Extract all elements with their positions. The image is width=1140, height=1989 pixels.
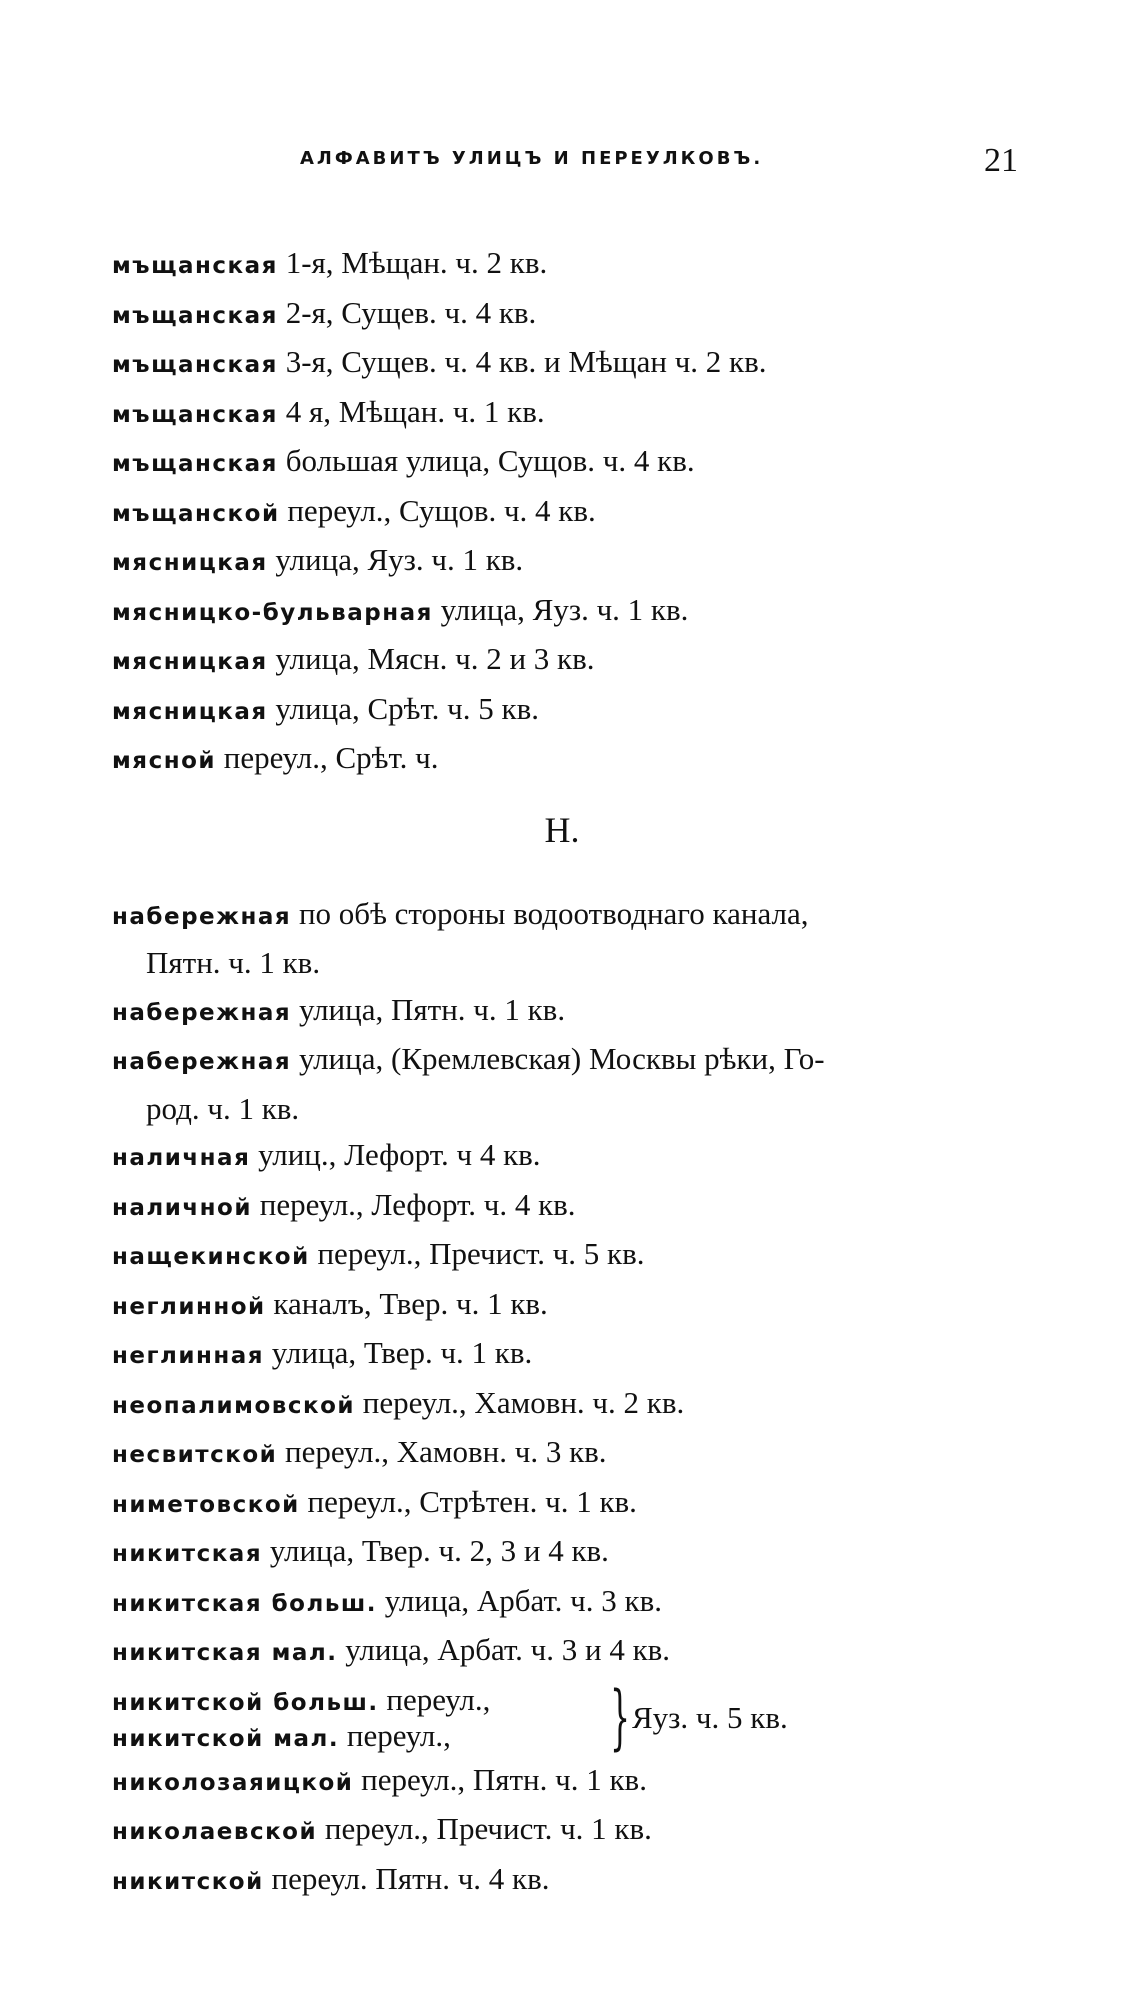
entry-text: улица, Твер. ч. 2, 3 и 4 кв. <box>262 1533 609 1568</box>
entry-text: 1-я, Мѣщан. ч. 2 кв. <box>277 245 548 280</box>
entry-heading: мясницкая <box>112 698 268 725</box>
entry-text: 4 я, Мѣщан. ч. 1 кв. <box>277 393 545 429</box>
entry-text: переул., Пятн. ч. 1 кв. <box>353 1761 647 1797</box>
list-item <box>112 891 1032 987</box>
list-item <box>112 1528 1072 1578</box>
entry-text: переул., Пречист. ч. 1 кв. <box>317 1811 652 1846</box>
entry-heading: никитской <box>112 1725 264 1752</box>
entry-text: большая улица, Сущов. ч. 4 кв. <box>277 443 695 478</box>
entry-text: по обѣ стороны водоотводнаго канала, <box>291 895 809 931</box>
running-title: АЛФАВИТЪ УЛИЦЪ И ПЕРЕУЛКОВЪ. <box>300 148 764 169</box>
entry-text: 2-я, Сущев. ч. 4 кв. <box>277 294 537 330</box>
entry-text: переул., Сущов. ч. 4 кв. <box>279 492 596 528</box>
brace-grouped-entries <box>112 1675 1072 1758</box>
entry-heading: несвитской <box>112 1442 278 1468</box>
list-item <box>112 1330 1072 1380</box>
entry-heading: николаевской <box>112 1819 318 1845</box>
entry-heading: мъщанская <box>112 302 278 329</box>
entry-continuation: Пятн. ч. 1 кв. <box>146 945 321 980</box>
entry-heading: нащекинской <box>112 1244 310 1270</box>
list-item <box>112 686 1072 736</box>
entry-text: улица, (Кремлевская) Москвы рѣки, Го- <box>291 1041 825 1076</box>
section-letter: Н. <box>544 809 580 850</box>
entry-heading-qualifier: мал. <box>262 1640 338 1666</box>
entry-heading-qualifier: больш. <box>262 1590 378 1617</box>
entry-text: улица, Арбат. ч. 3 и 4 кв. <box>337 1632 671 1667</box>
entry-heading: мъщанская <box>112 352 278 378</box>
list-item <box>112 1681 490 1722</box>
entry-heading: никитская <box>112 1590 263 1617</box>
list-item <box>112 389 1072 439</box>
entry-text: переул., Хамовн. ч. 2 кв. <box>354 1384 685 1420</box>
entry-text: улица, Арбат. ч. 3 кв. <box>377 1582 662 1618</box>
list-item <box>112 1281 1072 1331</box>
list-item <box>112 1036 1032 1132</box>
entry-text: каналъ, Твер. ч. 1 кв. <box>265 1285 548 1321</box>
list-item <box>112 290 1072 340</box>
entry-heading-qualifier: больш. <box>263 1689 379 1716</box>
entry-heading: неопалимовской <box>112 1392 355 1419</box>
entry-heading: мъщанской <box>112 500 280 527</box>
entry-text: переул., <box>339 1717 451 1753</box>
entry-text: переул., Хамовн. ч. 3 кв. <box>277 1434 607 1469</box>
entry-heading: никитской <box>112 1689 264 1716</box>
entry-text: улица, Срѣт. ч. 5 кв. <box>267 690 539 726</box>
entry-text: переул., Срѣт. ч. <box>216 740 439 775</box>
entry-text: улица, Пятн. ч. 1 кв. <box>291 991 566 1027</box>
entry-heading: мясницкая <box>112 550 268 576</box>
entry-heading: мясной <box>112 748 217 774</box>
entry-heading: мясницко-бульварная <box>112 599 433 626</box>
list-item <box>112 1856 1072 1906</box>
list-item <box>112 240 1072 290</box>
list-item <box>112 1132 1072 1182</box>
entry-heading: никитская <box>112 1640 263 1666</box>
entry-list <box>112 240 1072 1905</box>
entry-text: 3-я, Сущев. ч. 4 кв. и Мѣщан ч. 2 кв. <box>277 344 767 379</box>
list-item <box>112 1806 1072 1856</box>
entry-heading: неглинная <box>112 1343 265 1369</box>
entry-text: улица, Мясн. ч. 2 и 3 кв. <box>267 641 595 676</box>
list-item <box>112 537 1072 587</box>
list-item <box>112 1757 1072 1807</box>
entry-heading: никитской <box>112 1868 264 1895</box>
entry-heading: никитская <box>112 1541 263 1567</box>
list-item <box>112 987 1072 1037</box>
list-item <box>112 1717 451 1758</box>
curly-brace: } <box>610 1675 631 1758</box>
list-item <box>112 587 1072 637</box>
entry-text: переул., <box>378 1681 491 1717</box>
entry-text: улица, Твер. ч. 1 кв. <box>264 1335 533 1370</box>
entry-heading: наличная <box>112 1145 251 1171</box>
entry-heading: мъщанская <box>112 451 278 477</box>
list-item <box>112 1182 1072 1232</box>
list-item <box>112 1479 1072 1529</box>
list-item <box>112 1429 1072 1479</box>
entry-text: переул., Пречист. ч. 5 кв. <box>309 1236 645 1271</box>
entry-text: переул. Пятн. ч. 4 кв. <box>263 1860 550 1896</box>
entry-heading: николозаяицкой <box>112 1769 354 1796</box>
entry-heading: набережная <box>112 903 292 930</box>
entry-heading: неглинной <box>112 1293 266 1320</box>
list-item <box>112 488 1072 538</box>
entry-text: переул., Лефорт. ч. 4 кв. <box>251 1186 576 1222</box>
shared-location-text: Яуз. ч. 5 кв. <box>632 1699 788 1735</box>
entry-text: улица, Яуз. ч. 1 кв. <box>432 591 689 627</box>
list-item <box>112 636 1072 686</box>
list-item <box>112 438 1072 488</box>
entry-text: переул., Стрѣтен. ч. 1 кв. <box>299 1483 637 1519</box>
list-item <box>112 1627 1072 1677</box>
list-item <box>112 1380 1072 1430</box>
entry-continuation: род. ч. 1 кв. <box>146 1090 300 1126</box>
list-item <box>112 1578 1072 1628</box>
list-item <box>112 735 1072 785</box>
entry-heading-qualifier: мал. <box>263 1725 340 1752</box>
entry-heading: мясницкая <box>112 649 268 675</box>
entry-heading: наличной <box>112 1194 252 1221</box>
page-number: 21 <box>984 142 1018 179</box>
entry-heading: набережная <box>112 1049 292 1075</box>
list-item <box>112 339 1072 389</box>
entry-text: улиц., Лефорт. ч 4 кв. <box>250 1137 541 1172</box>
entry-heading: мъщанская <box>112 401 278 428</box>
entry-text: улица, Яуз. ч. 1 кв. <box>267 542 524 577</box>
entry-heading: набережная <box>112 999 292 1026</box>
entry-heading: мъщанская <box>112 253 278 279</box>
list-item <box>112 1231 1072 1281</box>
entry-heading: ниметовской <box>112 1491 300 1518</box>
